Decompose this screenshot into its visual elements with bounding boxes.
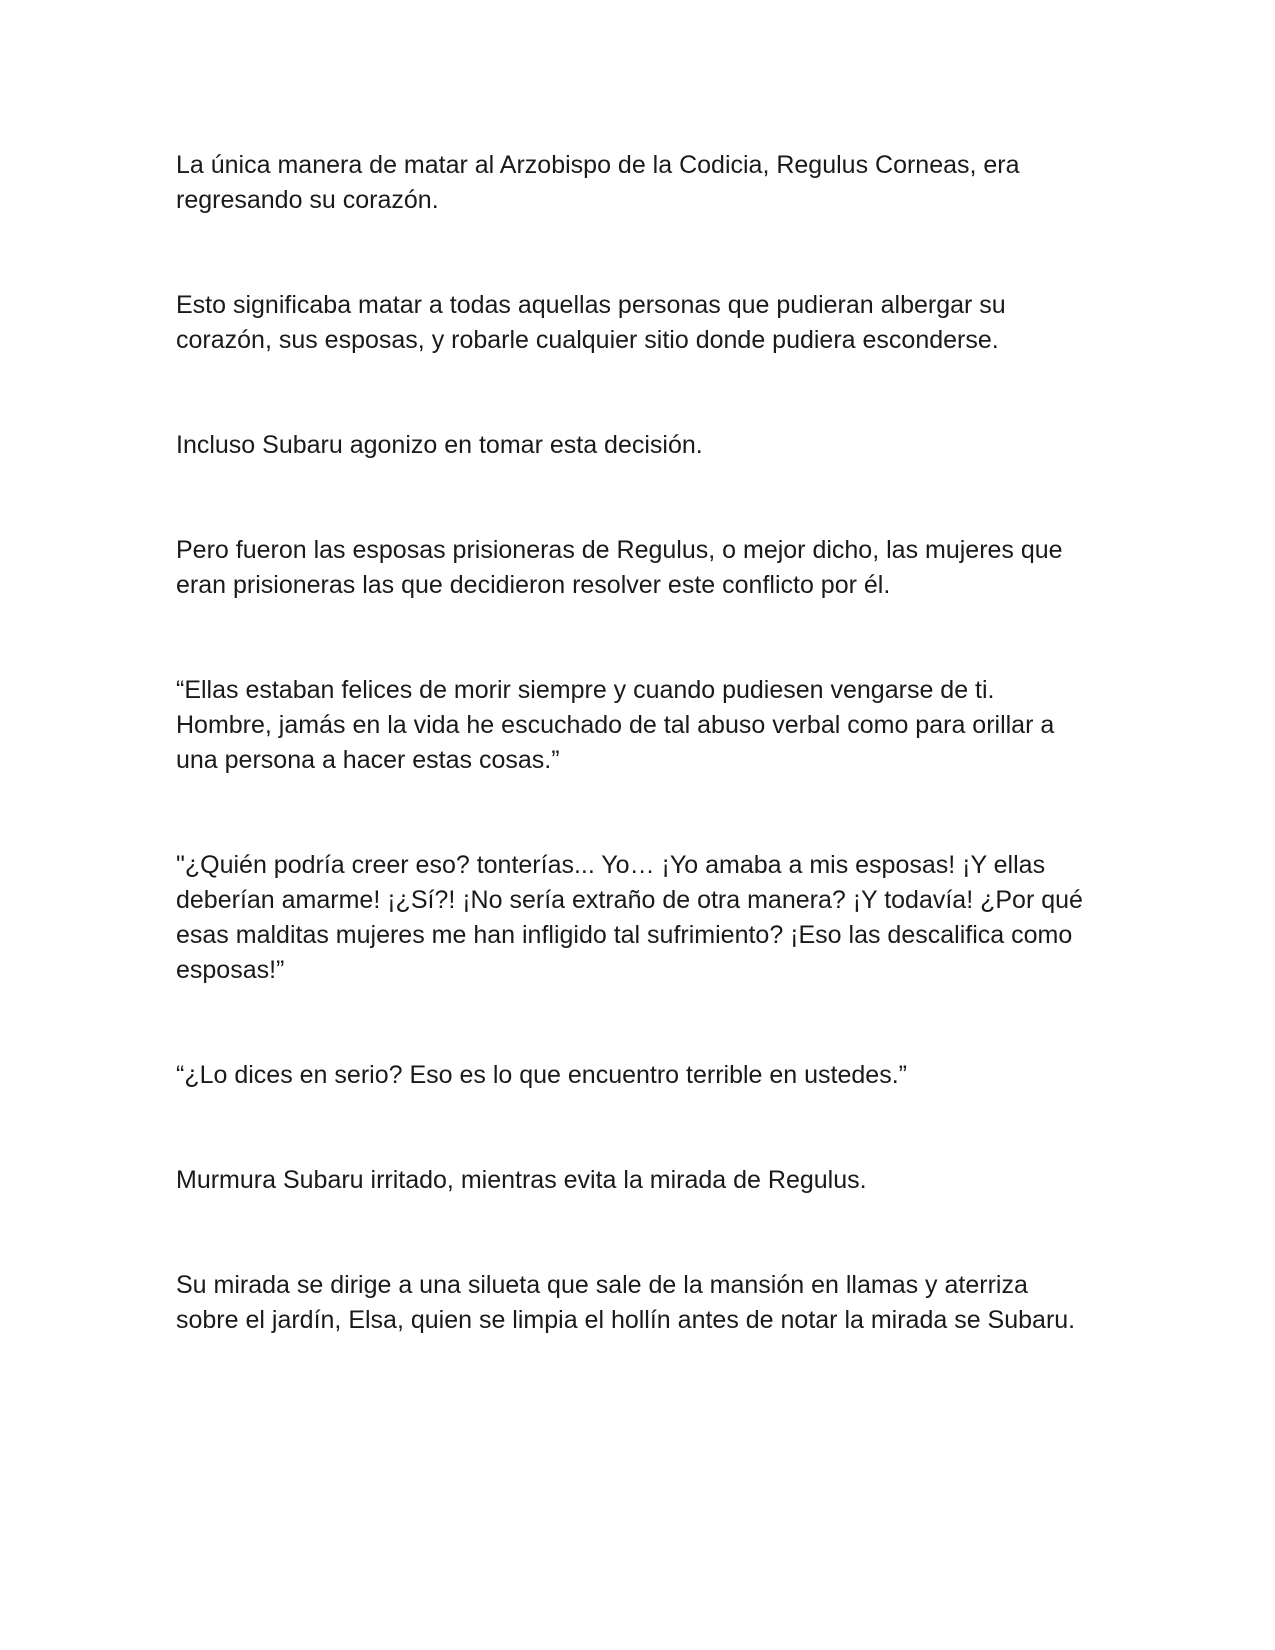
paragraph: "¿Quién podría creer eso? tonterías... Yo… ¡Yo amaba a mis esposas! ¡Y ellas deberían amarme! ¡¿Sí?! ¡No sería extraño de otra manera? ¡Y todavía! ¿Por qué esas malditas mujeres me han infligido tal sufrimiento? ¡Eso las descalifica como esposas!” [176, 851, 1083, 984]
paragraph: Su mirada se dirige a una silueta que sale de la mansión en llamas y aterriza sobre el jardín, Elsa, quien se limpia el hollín antes de notar la mirada se Subaru. [176, 1271, 1076, 1334]
paragraph: Incluso Subaru agonizo en tomar esta decisión. [176, 431, 703, 459]
paragraph: “¿Lo dices en serio? Eso es lo que encuentro terrible en ustedes.” [176, 1061, 907, 1089]
text-body [176, 148, 1096, 1338]
paragraph: Murmura Subaru irritado, mientras evita la mirada de Regulus. [176, 1166, 867, 1194]
paragraph: Pero fueron las esposas prisioneras de Regulus, o mejor dicho, las mujeres que eran prisioneras las que decidieron resolver este conflicto por él. [176, 536, 1063, 599]
paragraph: La única manera de matar al Arzobispo de la Codicia, Regulus Corneas, era regresando su corazón. [176, 151, 1020, 214]
paragraph: Esto significaba matar a todas aquellas personas que pudieran albergar su corazón, sus esposas, y robarle cualquier sitio donde pudiera esconderse. [176, 291, 1006, 354]
paragraph: “Ellas estaban felices de morir siempre y cuando pudiesen vengarse de ti. Hombre, jamás en la vida he escuchado de tal abuso verbal como para orillar a una persona a hacer estas cosas.” [176, 676, 1055, 774]
